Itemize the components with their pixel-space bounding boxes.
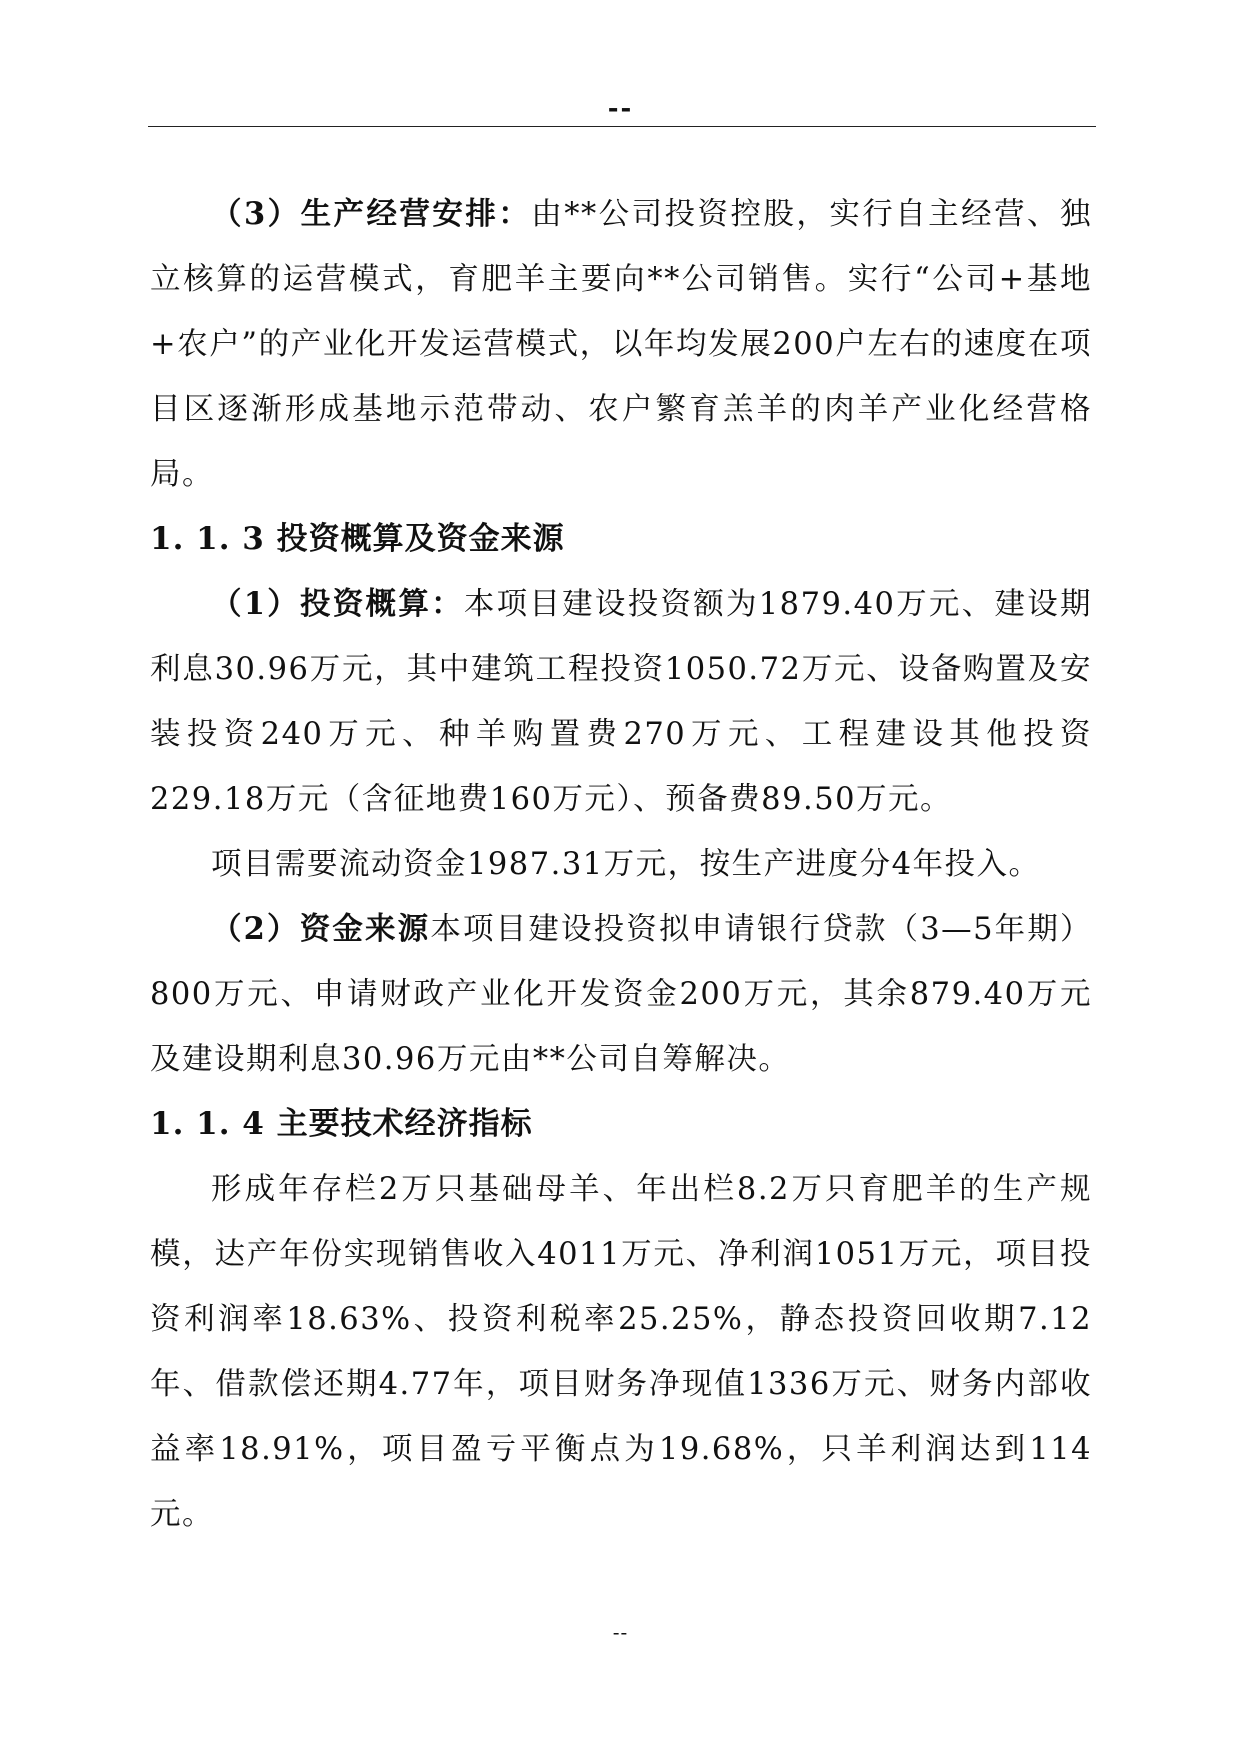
page-header-mark: -- — [607, 94, 634, 124]
paragraph-text-funding-source: 本项目建设投资拟申请银行贷款（3—5年期）800万元、申请财政产业化开发资金200万元，其余879.40万元及建设期利息30.96万元由**公司自筹解决。 — [150, 912, 1092, 1077]
paragraph-lead-investment-estimate: （1）投资概算： — [211, 586, 464, 622]
paragraph-lead-funding-source: （2）资金来源 — [211, 911, 431, 947]
paragraph-text-production-arrangement: 由**公司投资控股，实行自主经营、独立核算的运营模式，育肥羊主要向**公司销售。实行“公司+基地+农户”的产业化开发运营模式，以年均发展200户左右的速度在项目区逐渐形成基地示范带动、农户繁育羔羊的肉羊产业化经营格局。 — [150, 197, 1092, 492]
paragraph-technical-indicators: 形成年存栏2万只基础母羊、年出栏8.2万只育肥羊的生产规模，达产年份实现销售收入4011万元、净利润1051万元，项目投资利润率18.63%、投资利税率25.25%，静态投资回收期7.12年、借款偿还期4.77年，项目财务净现值1336万元、财务内部收益率18.91%，项目盈亏平衡点为19.68%，只羊利润达到114元。 — [150, 1172, 1092, 1532]
paragraph-investment-estimate — [150, 572, 1092, 832]
paragraph-production-arrangement — [150, 182, 1092, 507]
section-heading-investment: 1. 1. 3 投资概算及资金来源 — [150, 521, 565, 557]
paragraph-text-investment-estimate: 本项目建设投资额为1879.40万元、建设期利息30.96万元，其中建筑工程投资1050.72万元、设备购置及安装投资240万元、种羊购置费270万元、工程建设其他投资229.18万元（含征地费160万元）、预备费89.50万元。 — [150, 587, 1092, 817]
section-heading-indicators: 1. 1. 4 主要技术经济指标 — [150, 1106, 533, 1142]
paragraph-working-capital: 项目需要流动资金1987.31万元，按生产进度分4年投入。 — [211, 847, 1041, 882]
page-footer-mark: -- — [612, 1620, 629, 1644]
header-divider — [148, 126, 1096, 127]
paragraph-funding-source — [150, 897, 1092, 1092]
paragraph-lead-production-arrangement: （3）生产经营安排： — [211, 196, 532, 232]
document-body — [150, 182, 1092, 1547]
